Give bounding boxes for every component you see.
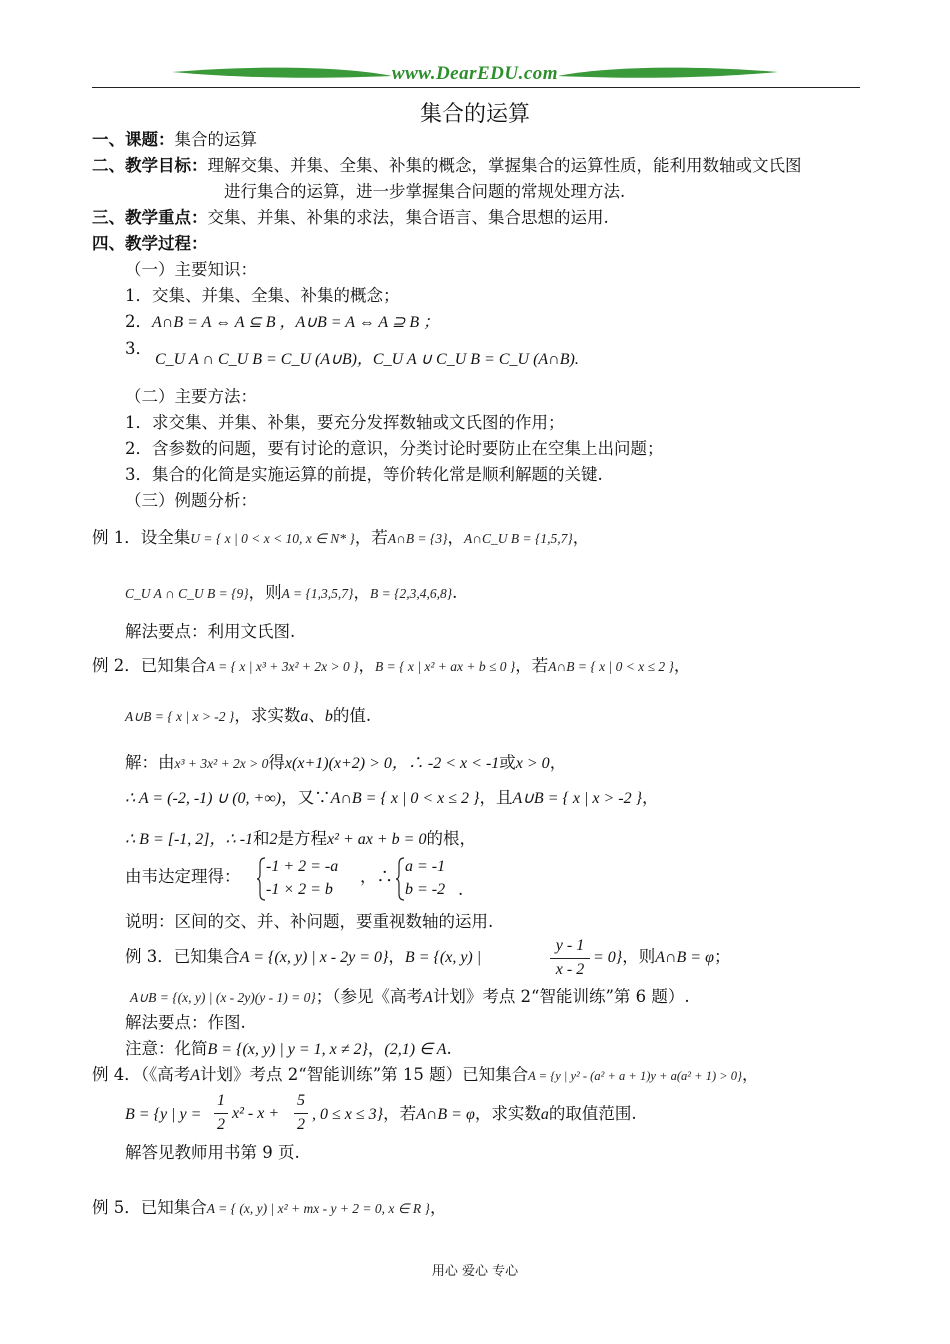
example-4-set-b-mid: x² - x + — [232, 1105, 280, 1122]
solution-formula: x² + ax + b = 0 — [327, 831, 427, 848]
example-1-line-1 — [92, 527, 589, 550]
solution-text: 是方程 — [277, 829, 328, 848]
solution-text: 解：由 — [125, 753, 175, 772]
method-item-1: 1．求交集、并集、补集，要充分发挥数轴或文氏图的作用； — [125, 413, 565, 432]
example-3-caution-sep: ， — [367, 1039, 385, 1058]
system-2-eq-2: b = -2 — [405, 881, 446, 898]
knowledge-item-3-formula-text: C_U A ∩ C_U B = C_U (A∪B)，C_U A ∪ C_U B = C_U (A∩B). — [155, 351, 579, 368]
example-2-line-1 — [92, 655, 690, 678]
focus-text: 交集、并集、补集的求法，集合语言、集合思想的运用. — [207, 208, 609, 227]
goal-text-1: 理解交集、并集、全集、补集的概念，掌握集合的运算性质，能利用数轴或文氏图 — [207, 156, 802, 175]
example-4-label-end: 计划》考点 2“智能训练”第 15 题）已知集合 — [200, 1065, 529, 1084]
solution-formula: A∩B = { x | 0 < x ≤ 2 } — [330, 790, 480, 807]
system-1-eq-1: -1 + 2 = -a — [266, 858, 339, 875]
system-end: . — [458, 880, 464, 899]
knowledge-item-3-number: 3． — [125, 339, 152, 358]
example-3-ref: ；（参见《高考 — [315, 987, 424, 1006]
example-4-answer: 解答见教师用书第 9 页. — [125, 1143, 300, 1162]
example-1-line-2 — [125, 582, 457, 605]
example-4-frac-2-num: 5 — [297, 1092, 305, 1109]
example-4-set-a: A = {y | y² - (a² + a + 1)y + a(a² + 1) > 0} — [528, 1069, 743, 1083]
knowledge-item-2-formula: A∩B = A ⇔ A ⊆ B ，A∪B = A ⇔ A ⊇ B ； — [152, 314, 440, 331]
example-4-frac-1-den: 2 — [217, 1116, 225, 1133]
example-5-label: 例 5．已知集合 — [92, 1198, 207, 1217]
solution-formula: x > 0 — [515, 755, 550, 772]
example-4-set-b-pre — [125, 1103, 201, 1126]
method-item-2: 2．含参数的问题，要有讨论的意识，分类讨论时要防止在空集上出问题； — [125, 439, 664, 458]
example-2-sep: ， — [673, 656, 691, 675]
example-2-ask-end: 的值. — [332, 706, 372, 725]
topic-label: 一、课题： — [92, 130, 175, 149]
system-2-eq-1: a = -1 — [405, 858, 446, 875]
example-3-ref-a: A — [423, 989, 433, 1006]
topic-text: 集合的运算 — [174, 130, 257, 149]
example-2-line-2 — [125, 705, 371, 728]
example-2-var-a: a — [300, 708, 309, 725]
example-2-solution-2 — [125, 787, 659, 810]
example-4-var-a: a — [540, 1106, 549, 1123]
solution-text: 的根， — [426, 829, 476, 848]
example-3-frac-num: y - 1 — [555, 937, 585, 954]
example-2-solution-4-label: 由韦达定理得： — [125, 867, 241, 886]
example-2-sep: ，若 — [515, 656, 549, 675]
solution-text: 或 — [499, 753, 516, 772]
solution-text: ，且 — [479, 788, 513, 807]
example-1-sep: ， — [447, 528, 464, 547]
example-3-line-1 — [125, 946, 481, 969]
example-3-hint: 解法要点：作图. — [125, 1013, 246, 1032]
solution-text: 得 — [268, 753, 285, 772]
example-4-ask-end: 的取值范围. — [548, 1104, 637, 1123]
example-2-sep: ， — [358, 656, 376, 675]
example-1-condition-2: A∩C_U B = {1,5,7} — [463, 531, 573, 546]
example-3-caution-label: 注意：化简 — [125, 1039, 208, 1058]
example-5-line-1 — [92, 1197, 446, 1220]
example-1-condition-3: C_U A ∩ C_U B = {9} — [125, 586, 249, 601]
example-3-ref-end: 计划》考点 2“智能训练”第 6 题）. — [432, 987, 690, 1006]
knowledge-heading: （一）主要知识： — [125, 260, 257, 279]
solution-formula: ，∴ -2 < x < -1 — [391, 755, 500, 772]
header-site-logo: www.DearEDU.com — [391, 63, 559, 84]
goal-text-2: 进行集合的运算，进一步掌握集合问题的常规处理方法. — [224, 182, 626, 201]
example-2-condition-2: A∪B = { x | x > -2 } — [125, 709, 235, 724]
example-3-caution-formula-2: (2,1) ∈ A — [384, 1041, 447, 1058]
solution-formula: ∴ A = (-2, -1) ∪ (0, +∞) — [125, 790, 282, 807]
example-1-sep: ， — [353, 583, 370, 602]
example-3-sep: ， — [388, 947, 405, 966]
example-3-condition-2: A∪B = {(x, y) | (x - 2y)(y - 1) = 0} — [130, 990, 316, 1005]
footer-text: 用心 爱心 专心 — [431, 1264, 519, 1279]
example-1-sep: ，若 — [354, 528, 388, 547]
focus-line — [92, 207, 609, 229]
process-label: 四、教学过程： — [92, 234, 208, 253]
example-4-ask: ，若 — [383, 1104, 417, 1123]
example-3-caution-formula: B = {(x, y) | y = 1, x ≠ 2} — [207, 1041, 368, 1058]
example-1-sep: ， — [572, 528, 590, 547]
solution-text: ， — [549, 753, 567, 772]
example-2-condition-1: A∩B = { x | 0 < x ≤ 2 } — [548, 659, 674, 674]
example-2-set-a: A = { x | x³ + 3x² + 2x > 0 } — [206, 659, 359, 674]
example-3-caution-end: . — [446, 1039, 452, 1058]
page-title: 集合的运算 — [419, 102, 530, 127]
example-1-sep: ，则 — [248, 583, 282, 602]
example-1-label: 例 1．设全集 — [92, 528, 191, 547]
topic-line — [92, 129, 257, 151]
solution-formula: 2 — [269, 831, 278, 848]
example-2-set-b: B = { x | x² + ax + b ≤ 0 } — [375, 659, 516, 674]
example-4-condition: A∩B = φ — [416, 1106, 475, 1123]
solution-formula: x(x+1)(x+2) > 0 — [284, 755, 392, 772]
example-4-set-b-post: , 0 ≤ x ≤ 3} — [312, 1106, 384, 1123]
solution-text: 和 — [253, 829, 270, 848]
knowledge-item-2-number: 2． — [125, 312, 152, 331]
example-3-label: 例 3．已知集合 — [125, 947, 240, 966]
example-1-end: . — [452, 583, 458, 602]
example-1-set-a: A = {1,3,5,7} — [281, 586, 354, 601]
example-3-sep: ，则 — [622, 947, 656, 966]
example-4-frac-1-num: 1 — [217, 1092, 225, 1109]
focus-label: 三、教学重点： — [92, 208, 208, 227]
example-1-hint: 解法要点：利用文氏图. — [125, 622, 296, 641]
example-4-line-2b — [312, 1103, 637, 1126]
system-so: ，∴ — [360, 867, 393, 886]
example-5-set-a: A = { (x, y) | x² + mx - y + 2 = 0, x ∈ R } — [206, 1201, 430, 1216]
example-3-line-1b — [593, 946, 730, 969]
knowledge-item-3-formula — [155, 348, 579, 371]
example-1-set-b: B = {2,3,4,6,8} — [369, 586, 453, 601]
goal-line — [92, 155, 802, 177]
example-3-line-2 — [130, 986, 690, 1009]
example-3-set-b-post: = 0} — [593, 949, 623, 966]
example-4-ask-2: ，求实数 — [474, 1104, 541, 1123]
examples-heading: （三）例题分析： — [125, 491, 257, 510]
example-1-universal-set: U = { x | 0 < x < 10, x ∈ N* } — [190, 531, 355, 546]
example-4-sep: ， — [742, 1065, 759, 1084]
method-item-3: 3．集合的化简是实施运算的前提，等价转化常是顺利解题的关键. — [125, 465, 603, 484]
example-2-dun: 、 — [308, 706, 325, 725]
knowledge-item-1: 1．交集、并集、全集、补集的概念； — [125, 286, 400, 305]
methods-heading: （二）主要方法： — [125, 387, 257, 406]
header-rule — [92, 87, 860, 88]
example-1-condition-1: A∩B = {3} — [387, 531, 448, 546]
example-4-line-1 — [92, 1064, 759, 1087]
solution-formula: ，∴ -1 — [209, 831, 254, 848]
example-3-set-a: A = {(x, y) | x - 2y = 0} — [239, 949, 389, 966]
example-2-solution-3 — [125, 828, 476, 851]
example-2-ask: ，求实数 — [234, 706, 301, 725]
example-2-solution-1 — [125, 752, 566, 775]
solution-text: ，又∵ — [281, 788, 331, 807]
example-3-caution — [125, 1038, 452, 1061]
example-2-label: 例 2．已知集合 — [92, 656, 207, 675]
solution-formula: ∴ B = [-1, 2] — [125, 831, 210, 848]
example-3-sep: ； — [713, 947, 731, 966]
example-4-set-b-pre-text: B = {y | y = — [125, 1106, 202, 1123]
solution-text: ， — [642, 788, 659, 807]
solution-formula: x³ + 3x² + 2x > 0 — [174, 756, 269, 771]
example-3-condition-1: A∩B = φ — [655, 949, 714, 966]
example-4-label: 例 4．（《高考 — [92, 1065, 191, 1084]
example-2-var-b: b — [324, 708, 333, 725]
goal-label: 二、教学目标： — [92, 156, 208, 175]
example-3-set-b-pre: B = {(x, y) | — [404, 949, 482, 966]
system-1-eq-2: -1 × 2 = b — [266, 881, 333, 898]
example-2-note: 说明：区间的交、并、补问题，要重视数轴的运用. — [125, 912, 494, 931]
example-4-frac-2-den: 2 — [297, 1116, 305, 1133]
example-5-end: ， — [429, 1198, 447, 1217]
example-4-label-a: A — [190, 1067, 201, 1084]
knowledge-item-2 — [125, 311, 439, 334]
solution-formula: A∪B = { x | x > -2 } — [512, 790, 643, 807]
example-3-frac-den: x - 2 — [555, 961, 585, 978]
